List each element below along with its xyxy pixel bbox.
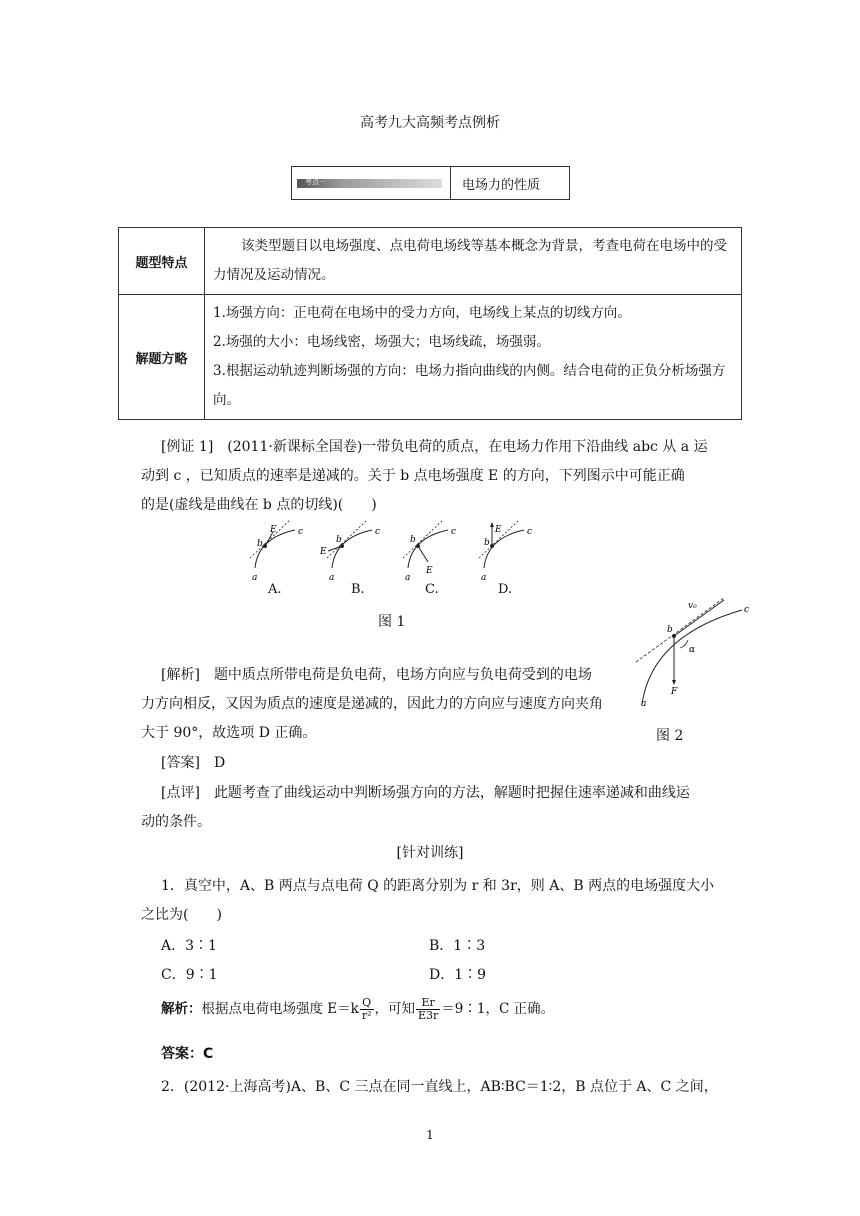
example-line-3: 的是(虚线是曲线在 b 点的切线)( ) — [141, 497, 377, 513]
svg-text:b: b — [257, 539, 263, 549]
answer-line — [141, 749, 737, 778]
answer-value: D — [213, 755, 226, 771]
topic-tag-cell — [292, 167, 451, 199]
frac-denominator: r² — [361, 1009, 372, 1022]
info-table — [118, 227, 742, 420]
fraction-q-r2 — [360, 997, 374, 1022]
e-vector — [418, 546, 428, 562]
svg-text:E: E — [270, 525, 277, 535]
svg-text:E: E — [426, 566, 433, 576]
option-a: A．3∶1 — [161, 938, 217, 954]
table-line: 2.场强的大小：电场线密，场强大；电场线疏，场强弱。 — [213, 334, 550, 350]
svg-text:b: b — [410, 535, 416, 545]
frac-numerator: Q — [360, 997, 374, 1010]
svg-text:v₀: v₀ — [688, 601, 697, 611]
option-d: D．1∶9 — [429, 967, 487, 983]
option-a-figure — [250, 520, 303, 583]
comment-text-1: 此题考查了曲线运动中判断场强方向的方法，解题时把握住速率递减和曲线运 — [213, 785, 690, 801]
option-d-label: D. — [498, 582, 513, 597]
svg-text:E: E — [495, 525, 502, 535]
comment-paragraph — [141, 779, 737, 837]
option-b-figure — [319, 520, 380, 583]
option-b-label: B. — [351, 582, 365, 597]
question-1-line-2: 之比为( ) — [141, 907, 222, 923]
option-a-label: A. — [268, 582, 282, 597]
svg-text:F: F — [671, 687, 678, 697]
velocity-vector — [674, 600, 724, 636]
page-number: 1 — [426, 1128, 434, 1142]
table-row — [119, 295, 742, 420]
comment-line-1 — [141, 779, 737, 808]
figure-1-caption: 图 1 — [378, 614, 406, 630]
example-label: [例证 1] — [161, 439, 214, 455]
curve-abc — [255, 530, 295, 568]
question-2-prefix: 2．(2012· — [161, 1079, 230, 1095]
question-1-line-1 — [141, 872, 737, 901]
page-title: 高考九大高频考点例析 — [360, 115, 500, 131]
example-source: 新课标全国卷 — [272, 439, 357, 455]
svg-text:c: c — [451, 527, 457, 537]
svg-text:E: E — [320, 547, 327, 557]
svg-text:c: c — [298, 527, 304, 537]
example-paragraph — [141, 433, 737, 520]
table-row — [119, 228, 742, 295]
tangent-line — [636, 598, 724, 662]
table-line: 该类型题目以电场强度、点电荷电场线等基本概念为背景，考查电荷在电场中的受力情况及运动情况。 — [213, 238, 727, 283]
analysis-text-1: 题中质点所带电荷是负电荷，电场方向应与负电荷受到的电场 — [213, 667, 592, 683]
question-2 — [161, 1073, 741, 1102]
question-1-options — [161, 932, 697, 990]
svg-text:b: b — [336, 535, 342, 545]
comment-label: [点评] — [161, 785, 200, 801]
svg-text:b: b — [484, 538, 490, 548]
figure-2-caption: 图 2 — [656, 728, 684, 744]
frac-numerator: Er — [416, 997, 440, 1010]
analysis-line-3: 大于 90°，故选项 D 正确。 — [141, 725, 317, 741]
figure-2 — [632, 596, 752, 711]
svg-text:c: c — [744, 605, 750, 615]
question-1-text-1: 1．真空中，A、B 两点与点电荷 Q 的距离分别为 r 和 3r，则 A、B 两点的电场强度大小 — [161, 878, 715, 894]
solution-line — [161, 997, 554, 1022]
table-line: 3.根据运动轨迹判断场强的方向：电场力指向曲线的内侧。结合电荷的正负分析场强方向。 — [213, 363, 726, 408]
option-c-figure — [403, 520, 456, 583]
question-2-text: )A、B、C 三点在同一直线上，AB∶BC＝1∶2，B 点位于 A、C 之间， — [285, 1079, 718, 1095]
svg-text:a: a — [481, 573, 487, 583]
topic-tag-bar — [297, 179, 442, 188]
tangent-line — [327, 520, 367, 558]
table-row-header: 题型特点 — [119, 228, 205, 295]
topic-header — [291, 166, 570, 200]
svg-text:a: a — [641, 699, 647, 709]
option-c-label: C. — [425, 582, 439, 597]
svg-text:a: a — [252, 573, 258, 583]
solution-text-pre: 根据点电荷电场强度 E＝k — [201, 1001, 359, 1017]
analysis-label: [解析] — [161, 667, 200, 683]
svg-text:a: a — [329, 573, 335, 583]
svg-text:a: a — [405, 573, 411, 583]
table-line: 1.场强方向：正电荷在电场中的受力方向，电场线上某点的切线方向。 — [213, 305, 631, 321]
tangent-line — [403, 520, 443, 558]
table-row-header: 解题方略 — [119, 295, 205, 420]
table-row-body — [205, 228, 742, 295]
curve-abc — [484, 530, 524, 568]
answer-label: [答案] — [161, 755, 200, 771]
analysis-line-1 — [141, 661, 626, 690]
topic-tag: 考点一 — [305, 178, 326, 186]
svg-text:c: c — [527, 527, 533, 537]
training-heading: [针对训练] — [396, 845, 464, 861]
fraction-er-e3r — [416, 997, 440, 1022]
analysis-paragraph — [141, 661, 626, 748]
option-c: C．9∶1 — [161, 967, 218, 983]
figure-1 — [240, 518, 540, 598]
e-vector — [328, 546, 342, 551]
option-b: B．1∶3 — [429, 938, 486, 954]
question-1-answer: 答案：C — [161, 1046, 214, 1062]
question-2-source: 上海高考 — [229, 1079, 286, 1095]
curve-abc — [642, 610, 742, 704]
example-line-2: 动到 c ，已知质点的速率是递减的。关于 b 点电场强度 E 的方向，下列图示中可能正确 — [141, 468, 685, 484]
frac-denominator: E3r — [418, 1009, 439, 1022]
option-d-figure — [479, 520, 532, 583]
svg-text:c: c — [375, 527, 381, 537]
analysis-line-2: 力方向相反，又因为质点的速度是递减的，因此力的方向应与速度方向夹角 — [141, 696, 603, 712]
solution-label: 解析： — [161, 1001, 202, 1017]
svg-text:b: b — [667, 625, 673, 635]
table-row-body — [205, 295, 742, 420]
example-source-prefix: (2011· — [227, 439, 273, 455]
question-1 — [141, 872, 737, 930]
svg-text:α: α — [689, 645, 696, 655]
example-source-suffix: ) — [356, 439, 363, 455]
example-text-1: 一带负电荷的质点，在电场力作用下沿曲线 abc 从 a 运 — [362, 439, 708, 455]
example-line-1 — [141, 433, 737, 462]
solution-text-mid: ，可知 — [374, 1001, 415, 1017]
topic-name: 电场力的性质 — [462, 178, 541, 193]
comment-line-2: 动的条件。 — [141, 814, 211, 830]
solution-text-post: ＝9∶1，C 正确。 — [441, 1001, 555, 1017]
